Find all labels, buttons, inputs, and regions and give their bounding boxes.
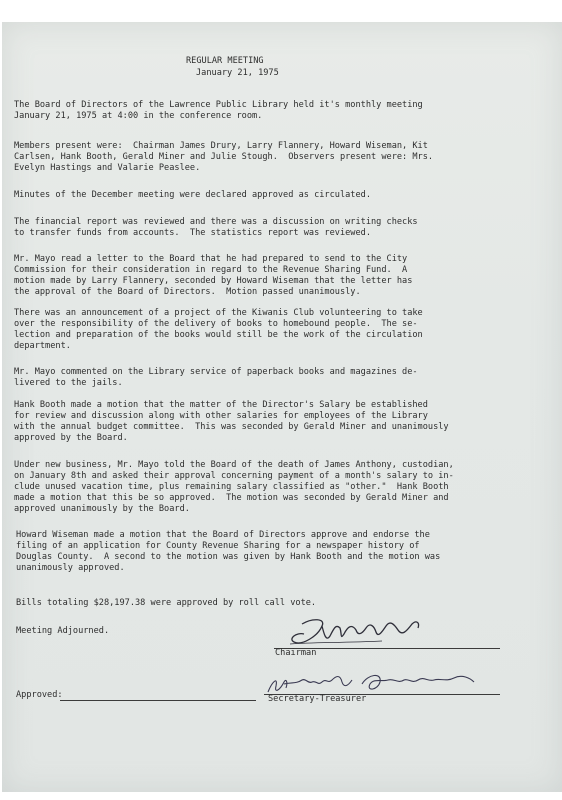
paragraph-5-line: Mr. Mayo read a letter to the Board that he had prepared to send to the City — [14, 254, 408, 264]
paragraph-8-line: for review and discussion along with other salaries for employees of the Library — [14, 411, 428, 421]
paragraph-6-line: There was an announcement of a project of the Kiwanis Club volunteering to take — [14, 308, 423, 318]
paragraph-4-line: to transfer funds from accounts. The statistics report was reviewed. — [14, 228, 371, 238]
secretary-label: Secretary-Treasurer — [268, 694, 367, 704]
document-title: REGULAR MEETING — [186, 56, 264, 66]
paragraph-2-line: Evelyn Hastings and Valarie Peaslee. — [14, 163, 201, 173]
paragraph-9-line: made a motion that this be so approved. The motion was seconded by Gerald Miner and — [14, 493, 449, 503]
paragraph-2-line: Members present were: Chairman James Drury, Larry Flannery, Howard Wiseman, Kit — [14, 141, 428, 151]
document-date: January 21, 1975 — [196, 68, 279, 78]
paragraph-8-line: with the annual budget committee. This was seconded by Gerald Miner and unanimously — [14, 422, 449, 432]
chairman-label: Chairman — [275, 648, 317, 658]
approved-label: Approved: — [16, 690, 63, 700]
paragraph-11-line: Bills totaling $28,197.38 were approved by roll call vote. — [16, 598, 317, 608]
approved-signature-line — [60, 700, 256, 701]
paragraph-10-line: filing of an application for County Revenue Sharing for a newspaper history of — [16, 541, 420, 551]
paragraph-2-line: Carlsen, Hank Booth, Gerald Miner and Julie Stough. Observers present were: Mrs. — [14, 152, 434, 162]
meeting-adjourned: Meeting Adjourned. — [16, 626, 110, 636]
paragraph-5-line: the approval of the Board of Directors. Motion passed unanimously. — [14, 287, 361, 297]
paragraph-9-line: Under new business, Mr. Mayo told the Board of the death of James Anthony, custodian, — [14, 460, 454, 470]
paragraph-5-line: motion made by Larry Flannery, seconded by Howard Wiseman that the letter has — [14, 276, 413, 286]
paragraph-6-line: department. — [14, 341, 71, 351]
paragraph-4-line: The financial report was reviewed and there was a discussion on writing checks — [14, 217, 418, 227]
paragraph-1-line: January 21, 1975 at 4:00 in the conference room. — [14, 111, 263, 121]
paragraph-8-line: Hank Booth made a motion that the matter of the Director's Salary be established — [14, 400, 428, 410]
paragraph-9-line: approved unanimously by the Board. — [14, 504, 190, 514]
paragraph-7-line: livered to the jails. — [14, 378, 123, 388]
paragraph-7-line: Mr. Mayo commented on the Library service of paperback books and magazines de- — [14, 367, 418, 377]
paragraph-9-line: clude unused vacation time, plus remaining salary classified as "other." Hank Booth — [14, 482, 449, 492]
paragraph-10-line: unanimously approved. — [16, 563, 125, 573]
paragraph-10-line: Douglas County. A second to the motion was given by Hank Booth and the motion was — [16, 552, 441, 562]
paragraph-9-line: on January 8th and asked their approval concerning payment of a month's salary to in- — [14, 471, 454, 481]
paragraph-8-line: approved by the Board. — [14, 433, 128, 443]
paragraph-10-line: Howard Wiseman made a motion that the Board of Directors approve and endorse the — [16, 530, 430, 540]
paragraph-1-line: The Board of Directors of the Lawrence Public Library held it's monthly meeting — [14, 100, 423, 110]
paragraph-6-line: lection and preparation of the books would still be the work of the circulation — [14, 330, 423, 340]
paragraph-3-line: Minutes of the December meeting were declared approved as circulated. — [14, 190, 371, 200]
paragraph-6-line: over the responsibility of the delivery of books to homebound people. The se- — [14, 319, 418, 329]
paragraph-5-line: Commission for their consideration in regard to the Revenue Sharing Fund. A — [14, 265, 408, 275]
